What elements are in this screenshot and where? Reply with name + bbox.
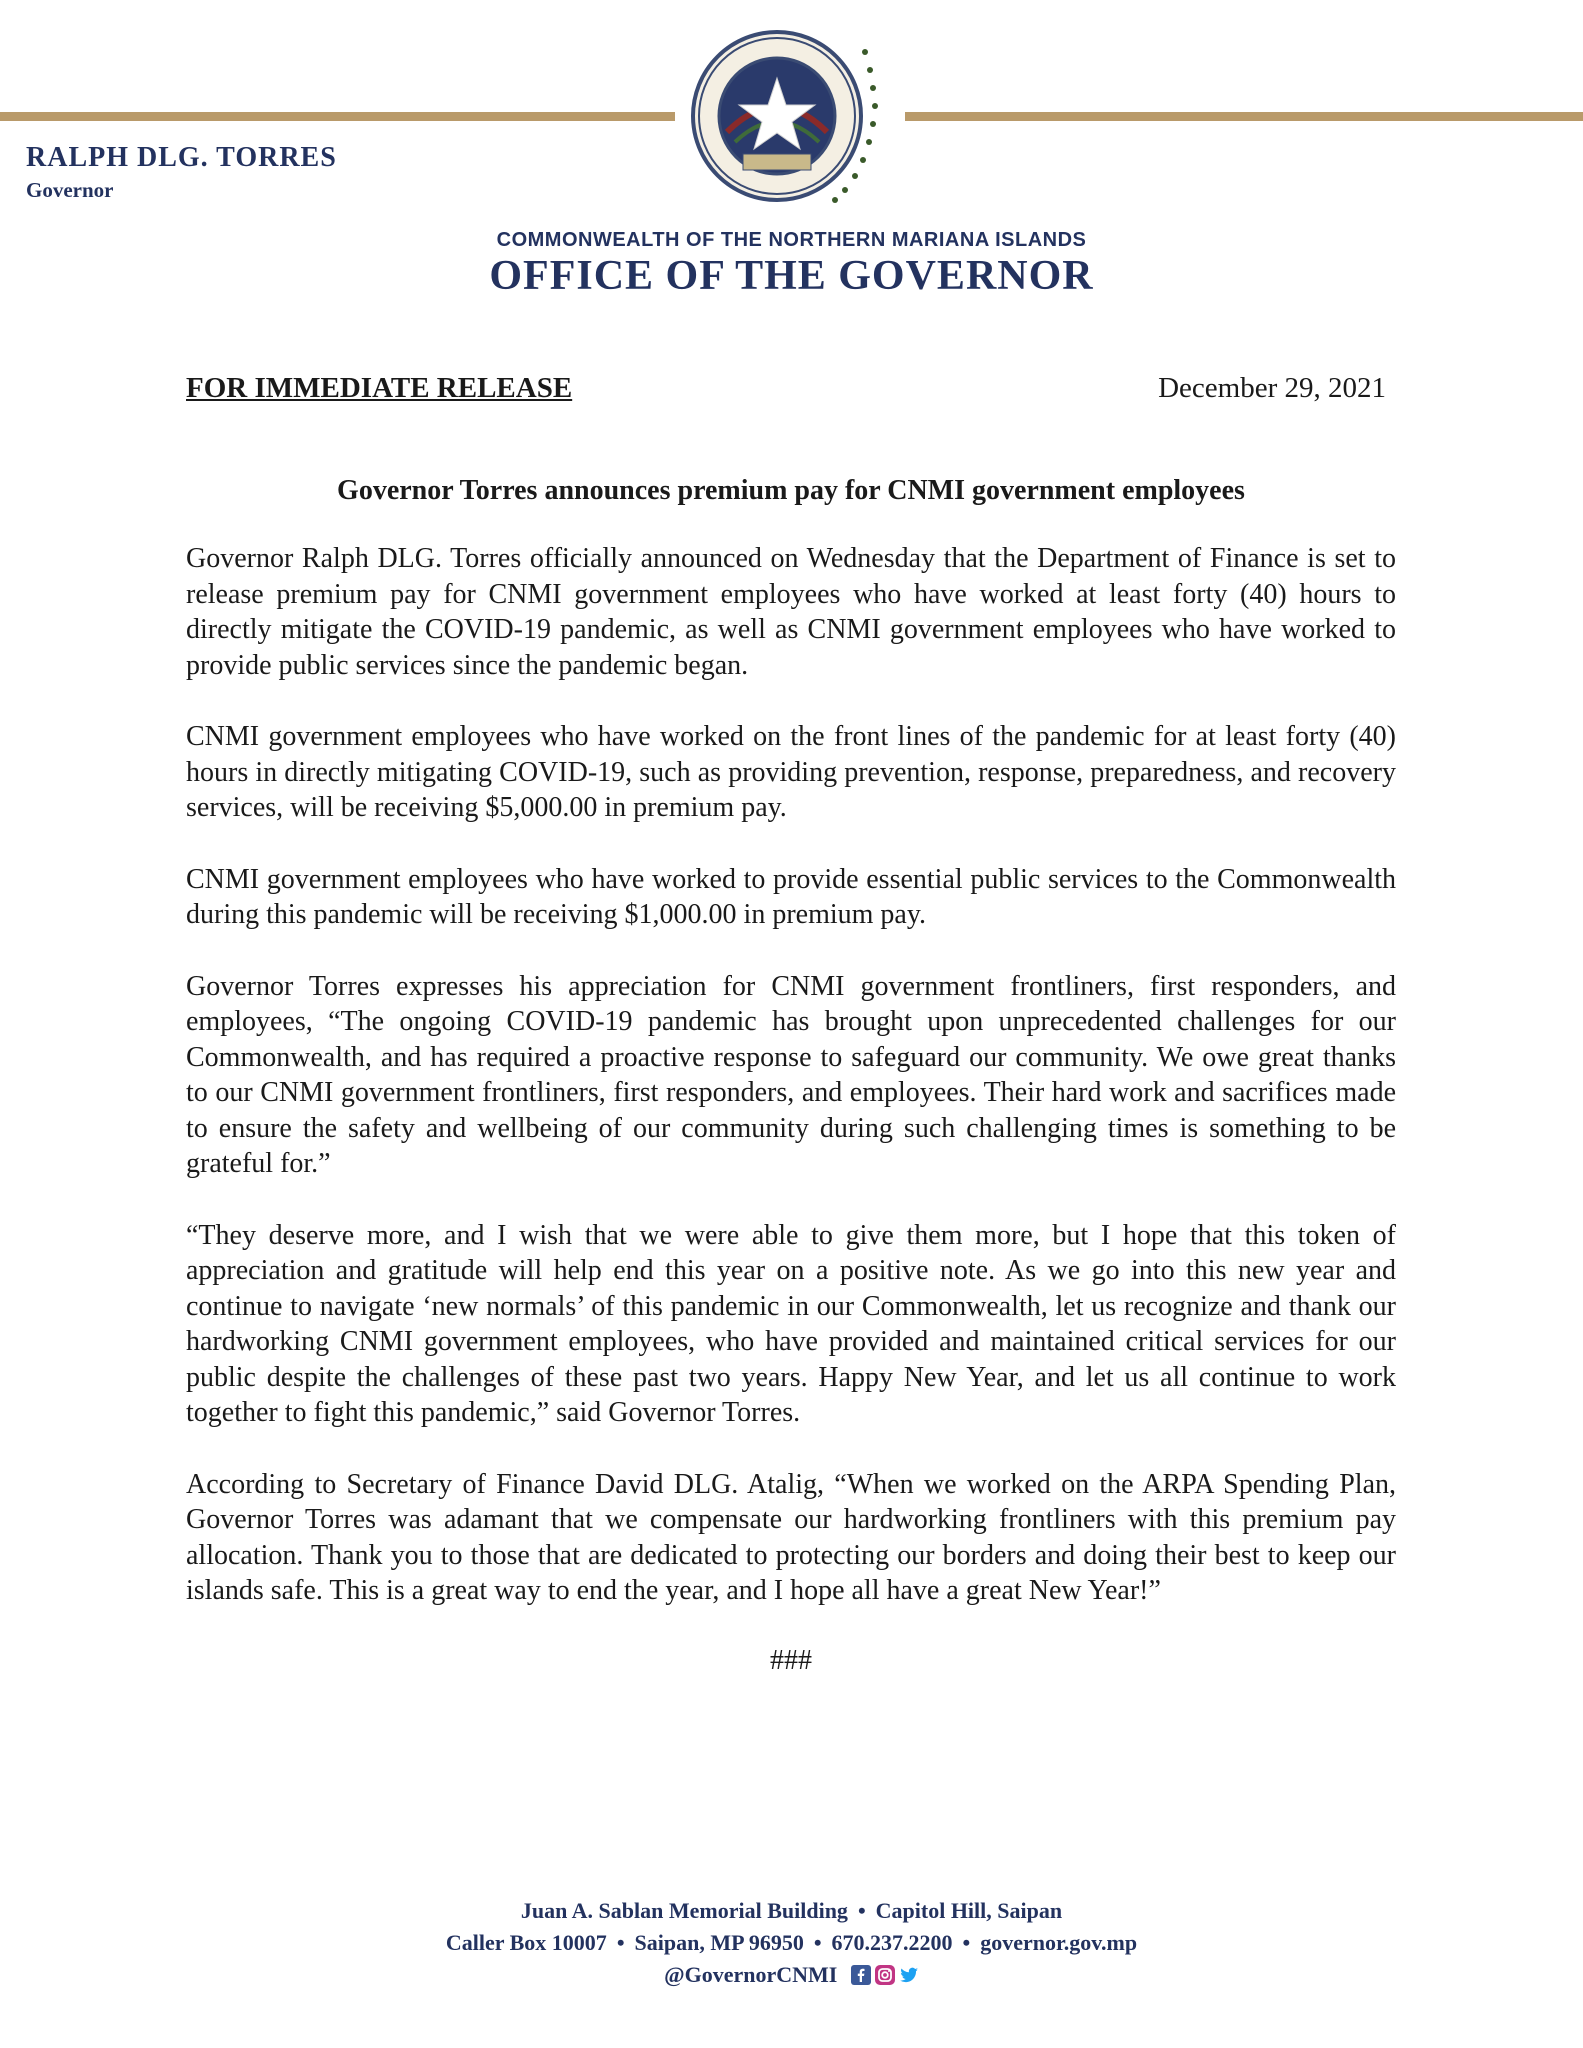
gold-rule-left [0,112,675,121]
paragraph: Governor Torres expresses his appreciation for CNMI government frontliners, first responders, and employees, “The ongoing COVID-19 pandemic has brought upon unprecedented challenges for our Commonwealth, and has required a proactive response to safeguard our community. We owe great thanks to our CNMI government frontliners, first responders, and employees. Their hard work and sacrifices made to ensure the safety and wellbeing of our community during such challenging times is something to be grateful for.” [186,970,1396,1179]
footer-line-2 [0,1927,1583,1959]
release-header [186,372,1396,405]
governor-name: RALPH DLG. TORRES [26,142,337,173]
footer-bullet: • [962,1930,971,1955]
official-seal-icon [685,22,900,212]
social-icons [851,1962,919,1982]
paragraph: Governor Ralph DLG. Torres officially announced on Wednesday that the Department of Finance is set to release premium pay for CNMI government employees who have worked at least forty (40) hours to directly mitigate the COVID-19 pandemic, as well as CNMI government employees who have worked to provide public services since the pandemic began. [186,543,1396,681]
end-mark: ### [770,1644,812,1676]
footer-bullet: • [857,1898,866,1923]
gold-rule-right [905,112,1583,121]
footer-website: governor.gov.mp [980,1930,1138,1955]
press-release-body [186,372,1396,1677]
footer-bullet: • [813,1930,822,1955]
instagram-icon [875,1962,895,1982]
paragraph: CNMI government employees who have worked on the front lines of the pandemic for at least forty (40) hours in directly mitigating COVID-19, such as providing prevention, response, preparedness, and recovery services, will be receiving $5,000.00 in premium pay. [186,721,1396,823]
commonwealth-line: COMMONWEALTH OF THE NORTHERN MARIANA ISLANDS [496,229,1087,251]
office-line: OFFICE OF THE GOVERNOR [489,253,1094,299]
footer-caller-box: Caller Box 10007 [445,1930,607,1955]
footer-handle: @GovernorCNMI [664,1962,838,1987]
footer-building: Juan A. Sablan Memorial Building [520,1898,848,1923]
paragraph: CNMI government employees who have worked to provide essential public services to the Commonwealth during this pandemic will be receiving $1,000.00 in premium pay. [186,863,1396,930]
footer-line-1 [0,1895,1583,1927]
paragraph: According to Secretary of Finance David DLG. Atalig, “When we worked on the ARPA Spending Plan, Governor Torres was adamant that we compensate our hardworking frontliners with this premium pay allocation. Thank you to those that are dedicated to protecting our borders and doing their best to keep our islands safe. This is a great way to end the year, and I hope all have a great New Year!” [186,1468,1396,1606]
footer-location: Capitol Hill, Saipan [875,1898,1063,1923]
paragraph: “They deserve more, and I wish that we were able to give them more, but I hope that this token of appreciation and gratitude will help end this year on a positive note. As we go into this new year and continue to navigate ‘new normals’ of this pandemic in our Commonwealth, let us recognize and thank our hardworking CNMI government employees, who have provided and maintained critical services for our public despite the challenges of these past two years. Happy New Year, and let us all continue to work together to fight this pandemic,” said Governor Torres. [186,1219,1396,1428]
footer-line-3 [0,1959,1583,1991]
facebook-icon [851,1962,871,1982]
release-label: FOR IMMEDIATE RELEASE [186,372,573,404]
headline: Governor Torres announces premium pay for CNMI government employees [337,475,1245,506]
letterhead [0,0,1583,300]
footer-bullet: • [616,1930,625,1955]
governor-title: Governor [26,178,114,202]
footer-phone: 670.237.2200 [831,1930,953,1955]
footer-city: Saipan, MP 96950 [634,1930,804,1955]
twitter-icon [899,1962,919,1982]
footer [0,1895,1583,1991]
release-date: December 29, 2021 [1158,372,1386,404]
